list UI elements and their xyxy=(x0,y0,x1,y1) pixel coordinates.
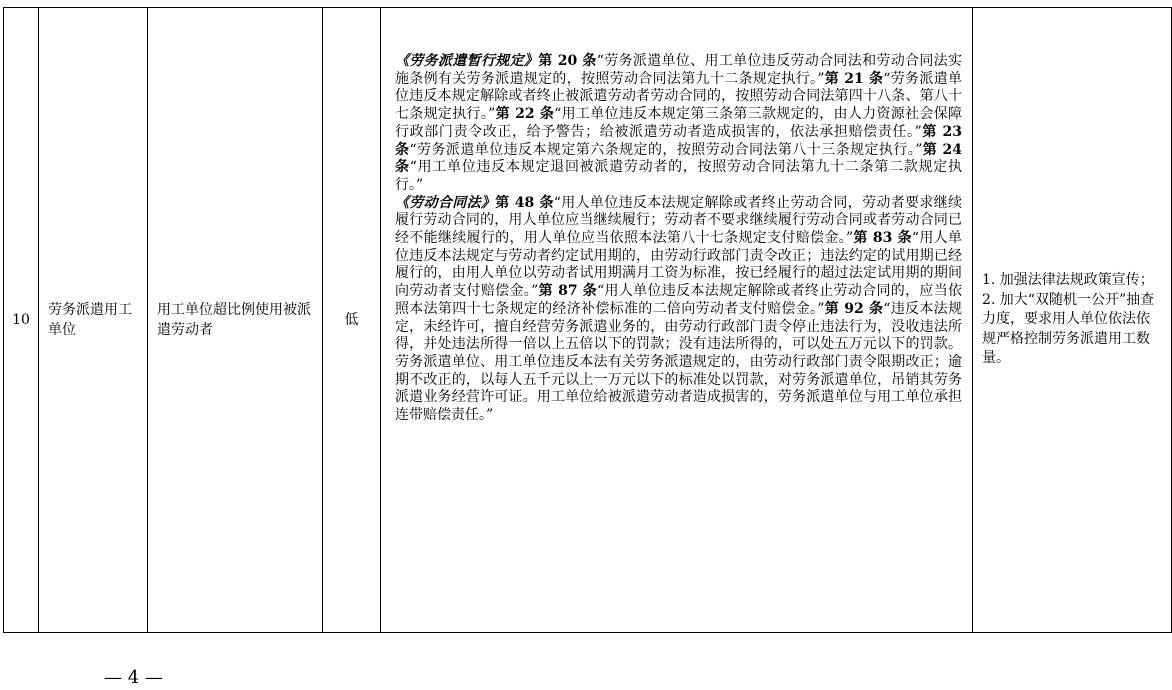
legal-basis-text xyxy=(395,8,962,425)
article-label: 第 92 条 xyxy=(824,300,884,317)
article-text: “劳务派遣单位、用工单位违反劳动合同法和劳动合同法实施条例有关劳务派遣规定的，按照劳动合同法第九十二条规定执行。” xyxy=(395,53,963,87)
object-cell xyxy=(39,8,148,633)
inspection-table xyxy=(3,7,1172,633)
article-label: 第 20 条 xyxy=(538,53,597,69)
article-label: 第 48 条 xyxy=(495,194,554,211)
legal-basis-cell xyxy=(381,8,973,633)
article-text: “用工单位违反本规定退回被派遣劳动者的，按照劳动合同法第九十二条第二款规定执行。” xyxy=(395,159,963,193)
row-index-cell xyxy=(4,8,39,633)
measures-list xyxy=(982,271,1163,368)
table-row xyxy=(4,8,1172,633)
level-cell xyxy=(323,8,381,633)
inspection-object: 劳务派遣用工单位 xyxy=(48,302,132,338)
law-title-labor-contract-law: 《劳动合同法》 xyxy=(395,194,496,211)
measure-item: 1. 加强法律法规政策宣传； xyxy=(982,272,1154,289)
measures-cell xyxy=(973,8,1172,633)
article-label: 第 23 条 xyxy=(395,123,963,158)
article-label: 第 24 条 xyxy=(395,141,963,176)
article-text: “用人单位违反本法规定解除或者终止劳动合同，劳动者要求继续履行劳动合同的，用人单位应当继续履行；劳动者不要求继续履行劳动合同或者劳动合同已经不能继续履行的，用人单位应当依照本法第八十七条规定支付赔偿金。” xyxy=(395,194,963,247)
article-text: “用人单位违反本法规定与劳动者约定试用期的，由劳动行政部门责令改正；违法约定的试用期已经履行的，由用人单位以劳动者试用期满月工资为标准，按已经履行的超过法定试用期的期间向劳动者支付赔偿金。” xyxy=(395,230,962,300)
article-label: 第 87 条 xyxy=(538,283,598,300)
measure-item: 2. 加大“双随机一公开”抽查力度，要求用人单位依法依规严格控制劳务派遣用工数量。 xyxy=(982,291,1155,367)
article-text: “用工单位违反本规定第三条第三款规定的，由人力资源社会保障行政部门责令改正，给予警告；给被派遣劳动者造成损害的，依法承担赔偿责任。” xyxy=(395,106,963,140)
risk-level: 低 xyxy=(344,312,359,328)
row-index: 10 xyxy=(12,312,30,328)
inspection-item: 用工单位超比例使用被派遣劳动者 xyxy=(157,302,311,338)
law-title-dispatch-regulation: 《劳务派遣暂行规定》 xyxy=(395,53,539,69)
article-label: 第 22 条 xyxy=(495,106,555,123)
article-text: “劳务派遣单位违反本规定第六条规定的，按照劳动合同法第八十三条规定执行。” xyxy=(409,141,923,158)
article-label: 第 83 条 xyxy=(853,230,912,247)
article-text: “用人单位违反本法规定解除或者终止劳动合同的，应当依照本法第四十七条规定的经济补偿标准的二倍向劳动者支付赔偿金。” xyxy=(395,283,963,317)
article-label: 第 21 条 xyxy=(824,70,884,87)
item-cell xyxy=(148,8,323,633)
page-number: — 4 — xyxy=(104,667,163,688)
article-text: “劳务派遣单位违反本规定解除或者终止被派遣劳动者劳动合同的，按照劳动合同法第四十八条、第八十七条规定执行。” xyxy=(395,70,962,123)
article-text: “违反本法规定，未经许可，擅自经营劳务派遣业务的，由劳动行政部门责令停止违法行为，没收违法所得，并处违法所得一倍以上五倍以下的罚款；没有违法所得的，可以处五万元以下的罚款。劳务派遣单位、用工单位违反本法有关劳务派遣规定的，由劳动行政部门责令限期改正；逾期不改正的，以每人五千元以上一万元以下的标准处以罚款，对劳务派遣单位，吊销其劳务派遣业务经营许可证。用工单位给被派遣劳动者造成损害的，劳务派遣单位与用工单位承担连带赔偿责任。” xyxy=(395,300,962,424)
